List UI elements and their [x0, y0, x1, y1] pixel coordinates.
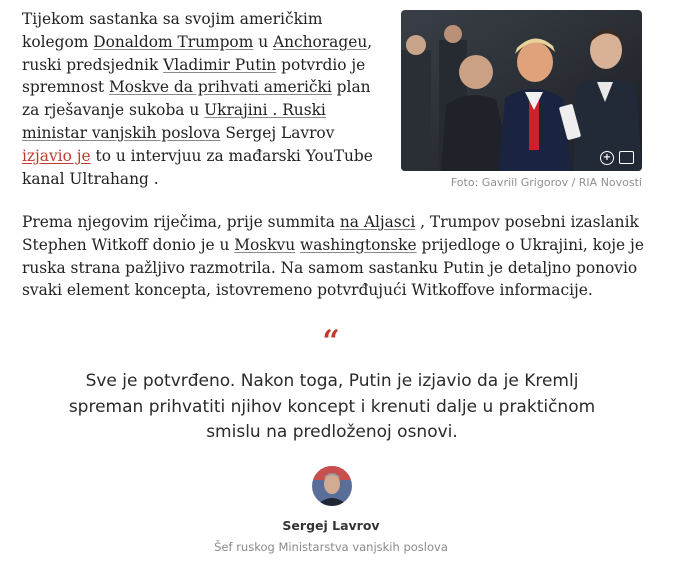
article-text: , Trumpov posebni izaslanik Stephen Witkoff donio je u: [22, 213, 639, 254]
article-link[interactable]: Moskve da prihvati američki: [108, 78, 332, 97]
quote-mark-icon: “: [322, 324, 340, 359]
article-link[interactable]: Anchorageu: [273, 32, 368, 51]
article-text: potvrdio je spremnost: [22, 55, 366, 97]
article-paragraph-1: [22, 8, 387, 190]
article-paragraph-2: [22, 211, 664, 302]
article-text: Tijekom sastanka sa svojim američkim kolegom: [22, 10, 323, 51]
quote-author: Sergej Lavrov: [282, 518, 380, 533]
article-text: to u intervjuu za mađarski YouTube kanal Ultrahang .: [22, 146, 373, 188]
article-link[interactable]: Moskvu: [234, 235, 296, 254]
article-link[interactable]: na Aljasci: [339, 213, 416, 231]
article-text: prijedloge o Ukrajini, koje je ruska strana pažljivo razmotrila. Na samom sastanku Putin je detaljno ponovio svaki element koncepta, istovremeno potvrđujući Witkoffove informacije.: [22, 235, 644, 300]
quote-author-role: Šef ruskog Ministarstva vanjskih poslova: [214, 540, 448, 554]
avatar: [312, 466, 352, 506]
article-text: Prema njegovim riječima, prije summita: [22, 213, 340, 231]
article-link[interactable]: izjavio je: [22, 146, 91, 165]
zoom-icon[interactable]: +: [600, 151, 614, 165]
article-photo[interactable]: [401, 10, 642, 171]
photo-caption: Foto: Gavriil Grigorov / RIA Novosti: [450, 176, 642, 189]
article-link[interactable]: Donaldom Trumpom: [93, 32, 254, 51]
article-link[interactable]: washingtonske: [300, 235, 417, 254]
article-link[interactable]: Vladimir Putin: [163, 55, 277, 74]
article-link[interactable]: Ukrajini . Ruski ministar vanjskih poslova: [22, 101, 326, 142]
comment-icon[interactable]: [619, 151, 634, 164]
quote-text: Sve je potvrđeno. Nakon toga, Putin je izjavio da je Kremlj spreman prihvatiti njihov koncept i krenuti dalje u praktičnom smislu na predloženoj osnovi.: [68, 371, 596, 442]
photo-image: [401, 10, 642, 171]
article-text: Sergej Lavrov: [220, 123, 335, 142]
article-text: plan za rješavanje sukoba u: [22, 78, 371, 120]
article-text: u: [253, 32, 273, 51]
article-text: , ruski predsjednik: [22, 32, 373, 74]
avatar-image: [312, 466, 352, 506]
